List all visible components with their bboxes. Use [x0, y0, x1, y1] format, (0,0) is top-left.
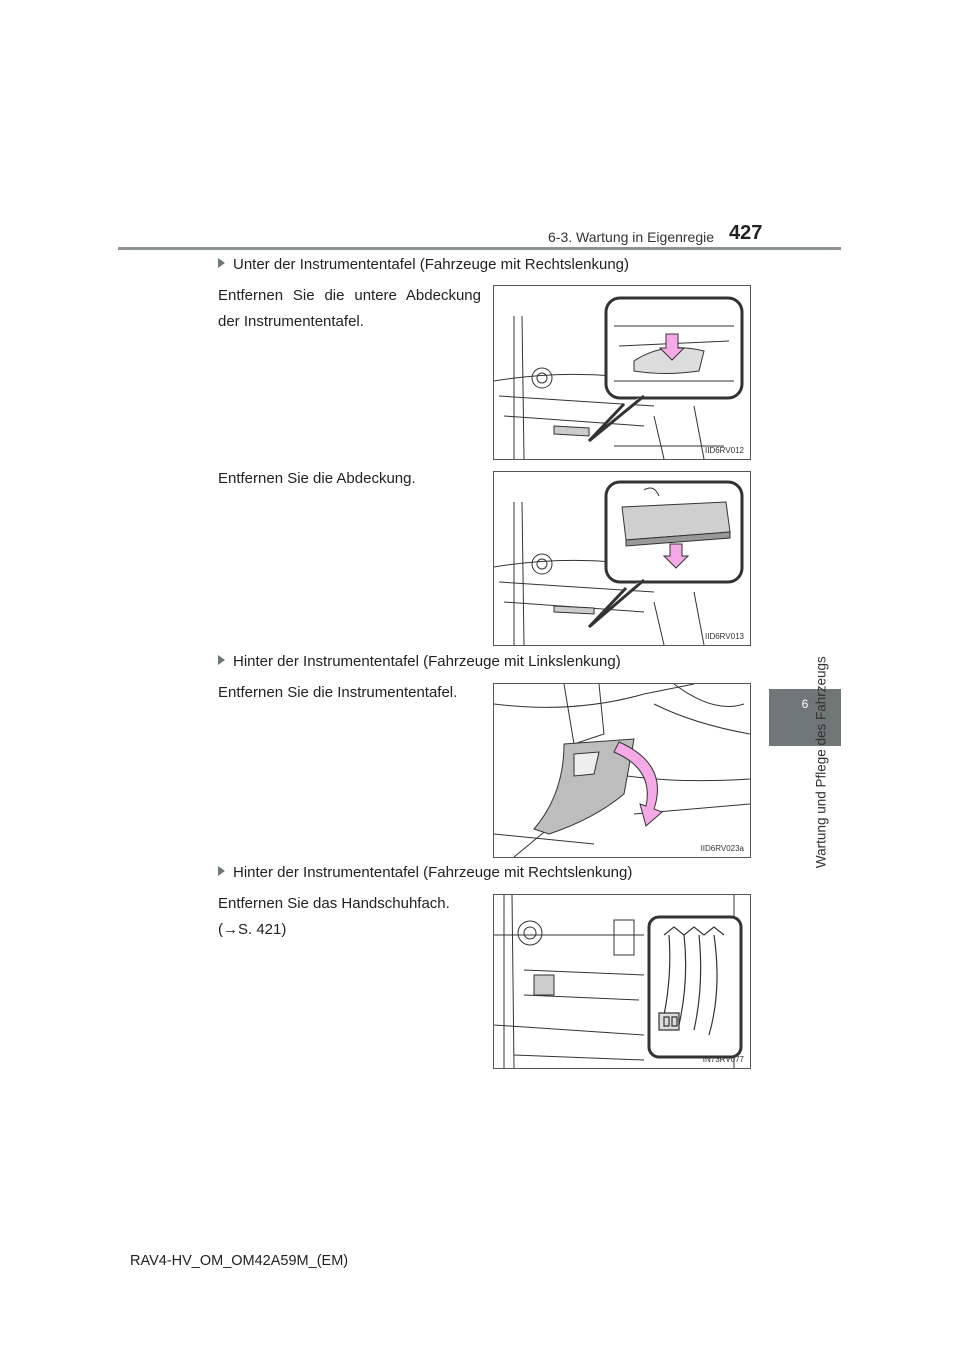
figure-glovebox [493, 894, 751, 1069]
bullet-triangle-icon [218, 655, 225, 665]
figure-code: IN73RV077 [702, 1055, 744, 1064]
section-heading-3: Hinter der Instrumententafel (Fahrzeuge mit Rechtslenkung) [218, 864, 632, 881]
bullet-triangle-icon [218, 866, 225, 876]
step-text-4: Entfernen Sie das Handschuhfach. (→S. 421) [218, 895, 450, 938]
figure-remove-cover [493, 471, 751, 646]
figure-code: IID6RV012 [705, 446, 744, 455]
page-number: 427 [729, 222, 763, 244]
section-title: 6-3. Wartung in Eigenregie [548, 229, 715, 245]
chapter-number: 6 [801, 697, 809, 711]
section-heading-1: Unter der Instrumententafel (Fahrzeuge mit Rechtslenkung) [218, 256, 629, 273]
document-id: RAV4-HV_OM_OM42A59M_(EM) [130, 1253, 349, 1269]
section-heading-2: Hinter der Instrumententafel (Fahrzeuge mit Linkslenkung) [218, 653, 621, 670]
step-text-2: Entfernen Sie die Abdeckung. [218, 470, 416, 487]
figure-dashboard-lower-cover [493, 285, 751, 460]
chapter-title: Wartung und Pflege des Fahrzeugs [813, 656, 829, 869]
figure-code: IID6RV013 [705, 632, 744, 641]
bullet-triangle-icon [218, 258, 225, 268]
figure-code: IID6RV023a [700, 844, 744, 853]
header-divider [118, 247, 841, 250]
figure-instrument-panel [493, 683, 751, 858]
step-text-1: Entfernen Sie die untere Abdeckung der Instrumententafel. [218, 287, 481, 330]
page-reference[interactable]: (→S. 421) [218, 921, 287, 938]
step-text-3: Entfernen Sie die Instrumententafel. [218, 684, 458, 701]
